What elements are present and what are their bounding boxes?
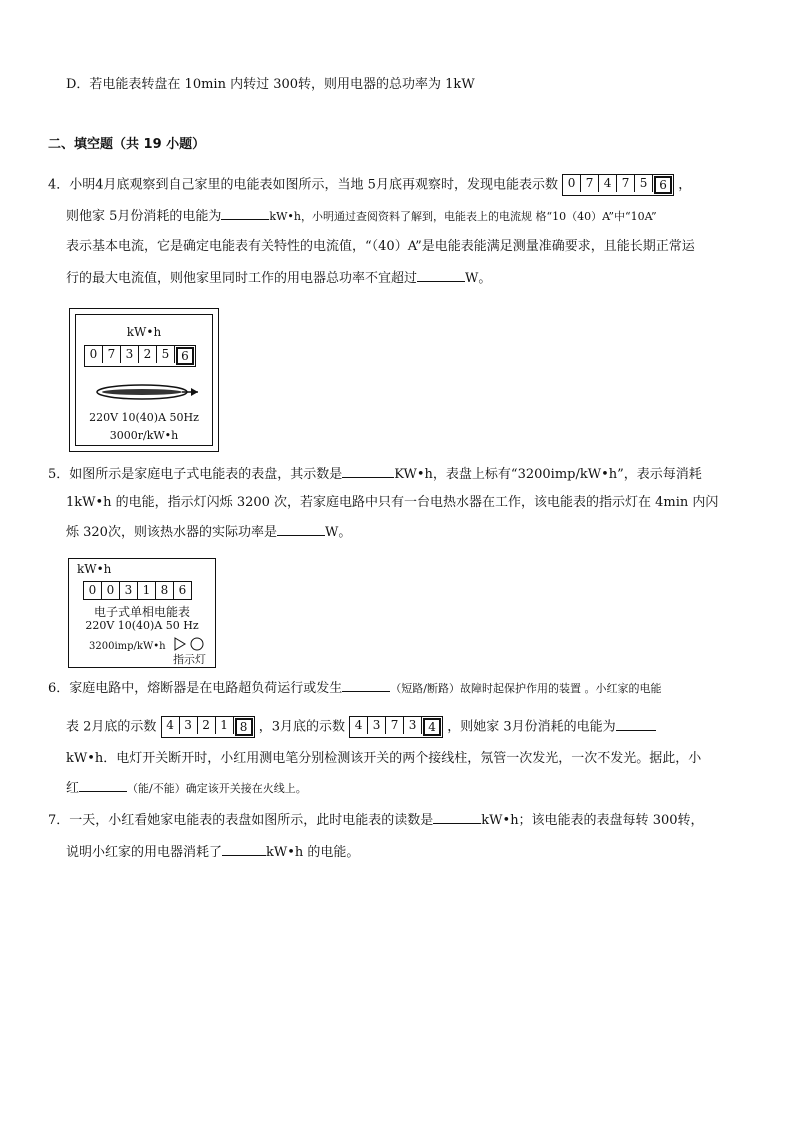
- answer-blank[interactable]: [433, 810, 481, 824]
- digit: 5: [157, 346, 175, 363]
- q4-line1: [48, 174, 691, 196]
- digit: 5: [635, 175, 653, 192]
- digit: 4: [350, 717, 368, 734]
- q5-meter-unit: kW•h: [77, 562, 112, 576]
- q6-line1: [48, 678, 661, 698]
- q6-line2-a: 表 2月底的示数: [66, 719, 157, 735]
- q7-line1-a: 7．一天，小红看她家电能表的表盘如图所示，此时电能表的读数是: [48, 813, 434, 828]
- q7-line1: [48, 810, 704, 830]
- answer-blank[interactable]: [222, 842, 266, 856]
- digit: 4: [162, 717, 180, 734]
- digit: 8: [156, 582, 174, 599]
- digit: 3: [368, 717, 386, 734]
- digit: 6: [178, 583, 187, 597]
- q5-line3-a: 烁 320次，则该热水器的实际功率是: [66, 525, 277, 540]
- digit: 0: [563, 175, 581, 192]
- digit: 3: [121, 346, 139, 363]
- answer-blank[interactable]: [221, 206, 269, 220]
- q7-line2: [66, 842, 359, 862]
- q6-line2: [66, 716, 656, 738]
- rotor-disc-icon: [92, 381, 202, 403]
- q5-meter-figure: [68, 558, 216, 668]
- q4-line2: [66, 206, 657, 226]
- q4-line3: 表示基本电流，它是确定电能表有关特性的电流值，“（40）A”是电能表能满足测量准确要求，且能长期正常运: [66, 239, 695, 254]
- digit: 3: [404, 717, 422, 734]
- digit: 7: [581, 175, 599, 192]
- option-d: D．若电能表转盘在 10min 内转过 300转，则用电器的总功率为 1kW: [66, 77, 475, 92]
- answer-blank[interactable]: [277, 522, 325, 536]
- q4-line4-a: 行的最大电流值，则他家里同时工作的用电器总功率不宜超过: [66, 271, 418, 286]
- q5-meter-lamp-label: 指示灯: [173, 653, 206, 666]
- q6-mar-digits: [349, 716, 443, 738]
- q4-meter-unit: kW•h: [126, 325, 162, 339]
- q6-line4-a: 红: [66, 781, 80, 796]
- q4-line2-a: 则他家 5月份消耗的电能为: [66, 209, 222, 224]
- answer-blank[interactable]: [616, 717, 656, 731]
- q6-line2-c: ，则她家 3月份消耗的电能为: [447, 719, 616, 735]
- q4-line4: [66, 268, 491, 288]
- q5-line1-b: KW•h，表盘上标有“3200imp/kW•h”，表示每消耗: [394, 467, 702, 482]
- answer-blank[interactable]: [79, 778, 127, 792]
- q4-meter-specs: 220V 10(40)A 50Hz: [89, 411, 199, 424]
- indicator-lamp-icon: [173, 637, 209, 651]
- answer-blank[interactable]: [342, 678, 390, 692]
- q5-line2: 1kW•h 的电能，指示灯闪烁 3200 次，若家庭电路中只有一台电热水器在工作，该电能表的指示灯在 4min 内闪: [66, 495, 719, 510]
- q4-meter-digits: [84, 345, 196, 367]
- digit: 4: [599, 175, 617, 192]
- q7-line2-b: kW•h 的电能。: [266, 845, 360, 860]
- q4-meter-rev: 3000r/kW•h: [109, 429, 179, 442]
- q6-line2-b: ，3月底的示数: [258, 719, 345, 735]
- q4-line2-b: kW•h，小明通过查阅资料了解到，电能表上的电流规 格“10（40）A”中“10A”: [269, 210, 657, 223]
- q6-feb-digits: [161, 716, 255, 738]
- digit: 7: [103, 346, 121, 363]
- q4-line4-b: W。: [465, 271, 492, 286]
- digit: 0: [85, 346, 103, 363]
- digit: 0: [102, 582, 120, 599]
- q4-reading-digits: [562, 174, 674, 196]
- digit-decimal: 8: [235, 718, 253, 736]
- q5-meter-name: 电子式单相电能表: [93, 605, 190, 619]
- q5-meter-digits: [83, 581, 192, 600]
- digit: 1: [216, 717, 234, 734]
- digit: 3: [120, 582, 138, 599]
- q6-line1-b: （短路/断路）故障时起保护作用的装置 。小红家的电能: [390, 682, 662, 695]
- digit-decimal: 6: [654, 176, 672, 194]
- q4-line1-end: ，: [678, 177, 692, 193]
- q4-meter-figure: [69, 308, 219, 452]
- q5-line3-b: W。: [324, 525, 352, 540]
- q6-line4-b: （能/不能）确定该开关接在火线上。: [127, 782, 307, 795]
- q4-line1-text: 4．小明4月底观察到自己家里的电能表如图所示，当地 5月底再观察时，发现电能表示数: [48, 177, 558, 193]
- digit: 3: [180, 717, 198, 734]
- answer-blank[interactable]: [342, 464, 394, 478]
- q6-line3: kW•h．电灯开关断开时，小红用测电笔分别检测该开关的两个接线柱，氖管一次发光，一次不发光。据此，小: [66, 751, 702, 766]
- q5-line1-a: 5．如图所示是家庭电子式电能表的表盘，其示数是: [48, 467, 343, 482]
- q6-line4: [66, 778, 307, 798]
- digit: 2: [139, 346, 157, 363]
- digit: 2: [198, 717, 216, 734]
- q6-line1-a: 6．家庭电路中，熔断器是在电路超负荷运行或发生: [48, 681, 343, 696]
- digit: 7: [386, 717, 404, 734]
- q5-meter-specs: 220V 10(40)A 50 Hz: [85, 619, 199, 632]
- q5-line1: [48, 464, 702, 484]
- digit: 1: [138, 582, 156, 599]
- q5-line3: [66, 522, 351, 542]
- digit: 0: [84, 582, 102, 599]
- q7-line2-a: 说明小红家的用电器消耗了: [66, 845, 223, 860]
- q5-meter-imp: 3200imp/kW•h: [89, 641, 166, 652]
- section-title: 二、填空题（共 19 小题）: [48, 137, 206, 152]
- q7-line1-b: kW•h；该电能表的表盘每转 300转，: [481, 813, 704, 828]
- digit-decimal: 4: [423, 718, 441, 736]
- digit: 7: [617, 175, 635, 192]
- q4-meter-inner: [75, 314, 213, 446]
- answer-blank[interactable]: [417, 268, 465, 282]
- digit-decimal: 6: [176, 347, 194, 365]
